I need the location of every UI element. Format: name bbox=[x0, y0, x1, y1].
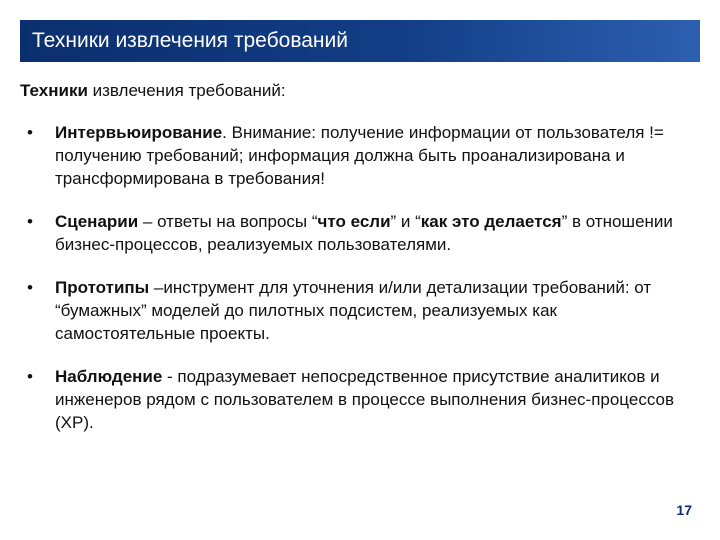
bullet-text: ” в отношении бизнес-процессов, реализуемых пользователями. bbox=[55, 212, 673, 254]
bullet-emphasis: как это делается bbox=[420, 212, 562, 231]
intro-line bbox=[20, 80, 286, 101]
bullet-term: Прототипы bbox=[55, 278, 150, 297]
bullet-item-interviewing bbox=[20, 121, 690, 190]
bullet-text: . Внимание: получение информации от пользователя != получению требований; информация должна быть проанализирована и трансформирована в требования! bbox=[55, 123, 664, 188]
bullet-text: - подразумевает непосредственное присутствие аналитиков и инженеров рядом с пользователем в процессе выполнения бизнес-процессов (XP). bbox=[55, 367, 674, 432]
bullet-emphasis: что если bbox=[317, 212, 391, 231]
bullet-text: ” и “ bbox=[390, 212, 421, 231]
bullet-marker: • bbox=[27, 278, 33, 297]
bullet-list bbox=[20, 121, 690, 454]
bullet-text: –инструмент для уточнения и/или детализации требований: от “бумажных” моделей до пилотных подсистем, реализуемых как самостоятельные проекты. bbox=[55, 278, 652, 343]
intro-text: извлечения требований: bbox=[87, 81, 286, 100]
bullet-term: Сценарии bbox=[55, 212, 139, 231]
bullet-text: – ответы на вопросы “ bbox=[138, 212, 318, 231]
bullet-item-observation bbox=[20, 365, 690, 434]
bullet-term: Наблюдение bbox=[55, 367, 163, 386]
bullet-term: Интервьюирование bbox=[55, 123, 223, 142]
slide-title: Техники извлечения требований bbox=[32, 29, 348, 52]
page-number: 17 bbox=[676, 502, 692, 518]
intro-bold: Техники bbox=[20, 81, 88, 100]
slide-title-bar bbox=[20, 20, 700, 62]
bullet-item-scenarios bbox=[20, 210, 690, 256]
bullet-item-prototypes bbox=[20, 276, 690, 345]
bullet-marker: • bbox=[27, 212, 33, 231]
bullet-marker: • bbox=[27, 123, 33, 142]
bullet-marker: • bbox=[27, 367, 33, 386]
